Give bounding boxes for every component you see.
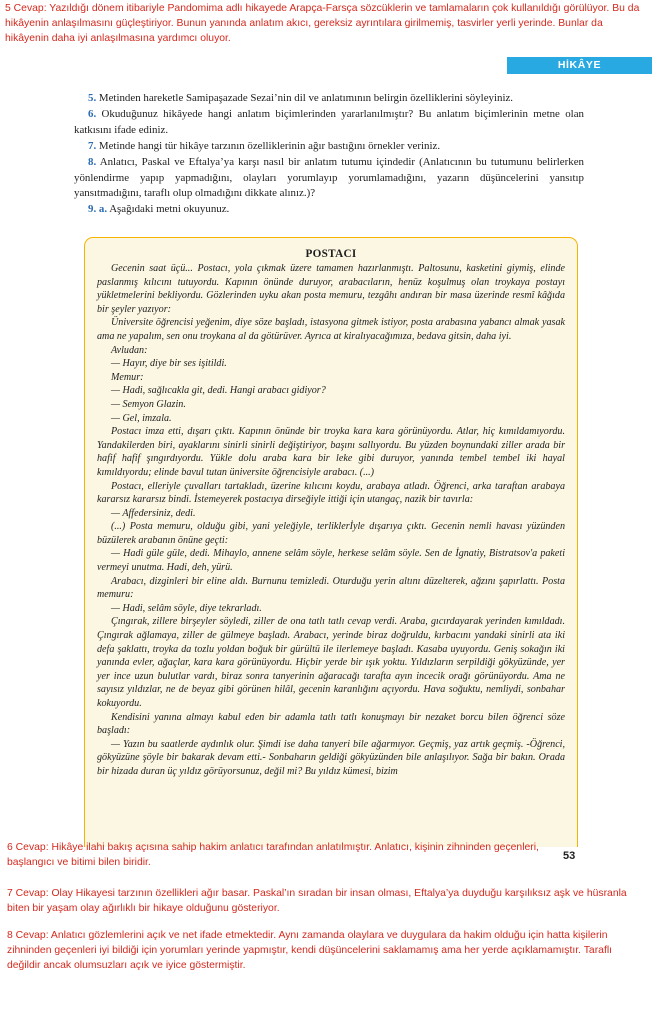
question-item (74, 155, 584, 201)
question-number: 8. (88, 156, 97, 169)
story-paragraph: Üniversite öğrencisi yeğenim, diye söze başladı, istasyona gitmek istiyor, posta arabasına yabancı almak yasak ama ne yapalım, sen onu troykana al da götürüver. Ayrıca at kiralıyacağımıza, bedava gitsin, daha iyi. (97, 317, 565, 342)
section-tag-hikaye: HİKÂYE (507, 57, 652, 74)
question-item (74, 202, 584, 217)
story-paragraph: — Hayır, diye bir ses işitildi. (111, 358, 227, 370)
story-paragraph: Postacı imza etti, dışarı çıktı. Kapının önünde bir troyka kara kara görünüyordu. Atlar, hiç kımıldamıyordu. Yandakilerden biri, ayaklarını sinirli sinirli değiştiriyor, başını sallıyordu. Bu yüzden boynundaki ziller arada bir hafif hafif şıngırdıyordu. Yükle dolu araba kara bir leke gibi duruyor, yanında tembel tembel iki hayal kımıldıyordu; elinde bavul tutan üniversite öğrencisiyle arabacı. (...) (97, 426, 565, 478)
answer-8: 8 Cevap: Anlatıcı gözlemlerini açık ve net ifade etmektedir. Aynı zamanda olaylara ve duygulara da hakim olduğu için hatta kişilerin zihninden geçenleri iyi bildiği için yorumları yerinde yapmıştır, kendi düşüncelerini saklamamış ama her yerde açıklamamıştır. Taraflı değildir ancak olumsuzları açık ve iyice göstermiştir. (7, 930, 613, 972)
page-number: 53 (563, 850, 576, 862)
story-body (85, 260, 577, 779)
question-item (74, 91, 584, 106)
story-title: POSTACI (305, 248, 357, 260)
question-text: Aşağıdaki metni okuyunuz. (109, 203, 230, 216)
question-item (74, 139, 584, 154)
story-paragraph: — Hadi, sağlıcakla git, dedi. Hangi arabacı gidiyor? (111, 385, 326, 397)
story-paragraph: — Hadi güle güle, dedi. Mihaylo, annene selâm söyle, herkese selâm söyle. Sen de İgnatiy, Bistratsov'a paketi vermeyi unutma. Hadi, deh, yürü. (97, 548, 565, 574)
story-box (84, 237, 578, 847)
question-text: Anlatıcı, Paskal ve Eftalya’ya karşı nasıl bir anlatım tutumu içindedir (Anlatıcının bu tutumunu belirlerken yönlendirme yapıp yapmadığını, olayları yorumlayıp yorumlamadığını, yazarın düşüncelerini yansıtıp yansıtmadığını, taraflı olup olmadığını dikkate alınız.)? (74, 156, 584, 199)
question-number: 6. (88, 108, 97, 121)
story-paragraph: — Affedersiniz, dedi. (111, 507, 196, 519)
story-paragraph: Gecenin saat üçü... Postacı, yola çıkmak üzere tamamen hazırlanmıştı. Paltosunu, kasketini giymiş, elinde paslanmış kılıcını tutuyordu. Kapının önünde duruyor, arabacıların, henüz koşulmuş olan troykaya postayı yükletmelerini bekliyordu. Gözlerinden uyku akan posta memuru, tezgâhı andıran bir masa üzerinde resmî kâğıda bir şeyler yazıyor: (97, 263, 565, 315)
answer-7: 7 Cevap: Olay Hikayesi tarzının özellikleri ağır basar. Paskal’ın sıradan bir insan olması, Eftalya’ya duyduğu karşılıksız aşk ve hüsranla biten bir yaşam olay ağırlıklı bir hikaye olduğunu gösteriyor. (7, 888, 627, 915)
story-paragraph: — Yazın bu saatlerde aydınlık olur. Şimdi ise daha tanyeri bile ağarmıyor. Geçmiş, yaz artık geçmiş. -Öğrenci, gökyüzüne şöyle bir bakarak devam etti.- Sonbaharın geldiği gökyüzünden bile anlaşılıyor. Sağa bir bakın. Orada bir hizada duran üç yıldız görüyorsunuz, değil mi? Bu yıldız kümesi, bizim (97, 738, 565, 777)
question-number: 5. (88, 92, 97, 104)
question-text: Metinde hangi tür hikâye tarzının özelliklerinin ağır bastığını örnekler veriniz. (98, 139, 441, 152)
question-text: Metinden hareketle Samipaşazade Sezai’nin dil ve anlatımının belirgin özelliklerini söyleyiniz. (98, 92, 514, 104)
answer-5: 5 Cevap: Yazıldığı dönem itibariyle Pandomima adlı hikayede Arapça-Farsça sözcüklerin ve tamlamaların çok kullanıldığı görülüyor. Bu da hikâyenin anlaşılmasını güçleştiriyor. Bunun yanında anlatım akıcı, gereksiz ayrıntılara girilmemiş, tasvirler yerli yerinde. Bunlar da hikâyenin daha iyi anlaşılmasına yardımcı oluyor. (5, 3, 640, 45)
question-text: Okuduğunuz hikâyede hangi anlatım biçimlerinden yararlanılmıştır? Bu anlatım biçimlerinin metne olan katkısını ifade ediniz. (74, 108, 584, 136)
question-number: 7. (88, 139, 97, 152)
question-item (74, 107, 584, 137)
story-paragraph: (...) Posta memuru, olduğu gibi, yani yeleğiyle, terliklerİyle dışarıya çıktı. Gecenin nemli havası yüzünden büzülerek arabanın önüne geçti: (97, 521, 565, 546)
story-paragraph: — Gel, imzala. (111, 412, 172, 424)
story-paragraph: — Semyon Glazin. (111, 398, 186, 410)
questions-list (74, 91, 584, 219)
question-number: 9. a. (88, 203, 108, 216)
story-paragraph: — Hadi, selâm söyle, diye tekrarladı. (111, 602, 262, 614)
story-paragraph: Kendisini yanına almayı kabul eden bir adamla tatlı tatlı konuşmayı bir nezaket borcu bilen öğrenci söze başladı: (97, 711, 565, 737)
story-paragraph: Avludan: (111, 344, 148, 356)
story-paragraph: Arabacı, dizginleri bir eline aldı. Burnunu temizledi. Oturduğu yerin altını düzelterek, ağzını şapırlattı. Posta memuru: (97, 575, 565, 601)
answer-6: 6 Cevap: Hikâye ilahi bakış açısına sahip hakim anlatıcı tarafından anlatılmıştır. Anlatıcı, kişinin zihninden geçenleri, başlangıcı ve bitimi bilen biridir. (7, 842, 539, 869)
story-paragraph: Memur: (111, 371, 144, 383)
story-paragraph: Çıngırak, zillere birşeyler söyledi, ziller de ona tatlı tatlı cevap verdi. Araba, gıcırdayarak yerinden kımıldadı. Çıngırak ağlamaya, ziller de gülmeye başladı. Arabacı, yerinde biraz doğruldu, kırbacını yandaki sinirli ata iki defa şaklattı, troyka da tozlu yoldan boğuk bir gürültü ile ilerlemeye başladı. Kasaba uyuyordu. Geniş sokağın iki yanında evler, ağaçlar, kara kara görünüyordu. Hiçbir yerde bir ışık yoktu. Yıldızların serpildiği gökyüzünde, yer yer ince uzun bulutlar vardı, biraz sonra tanyerinin ağaracağı tarafta ayın incecik orağı görünüyordu. Ama ne sayısız yıldızlar, ne de beyaz gibi görünen hilâl, gecenin karanlığını açıyordu. Hava soğuktu, nemliydi, sonbahar kokuyordu. (97, 616, 565, 709)
story-paragraph: Postacı, elleriyle çuvalları tartakladı, üzerine kılıcını koydu, arabaya atladı. Öğrenci, arka taraftan arabaya kararsız kararsız bindi. İstemeyerek postacıya dirseğiyle ittiği için utangaç, nazik bir tavırla: (97, 480, 565, 506)
